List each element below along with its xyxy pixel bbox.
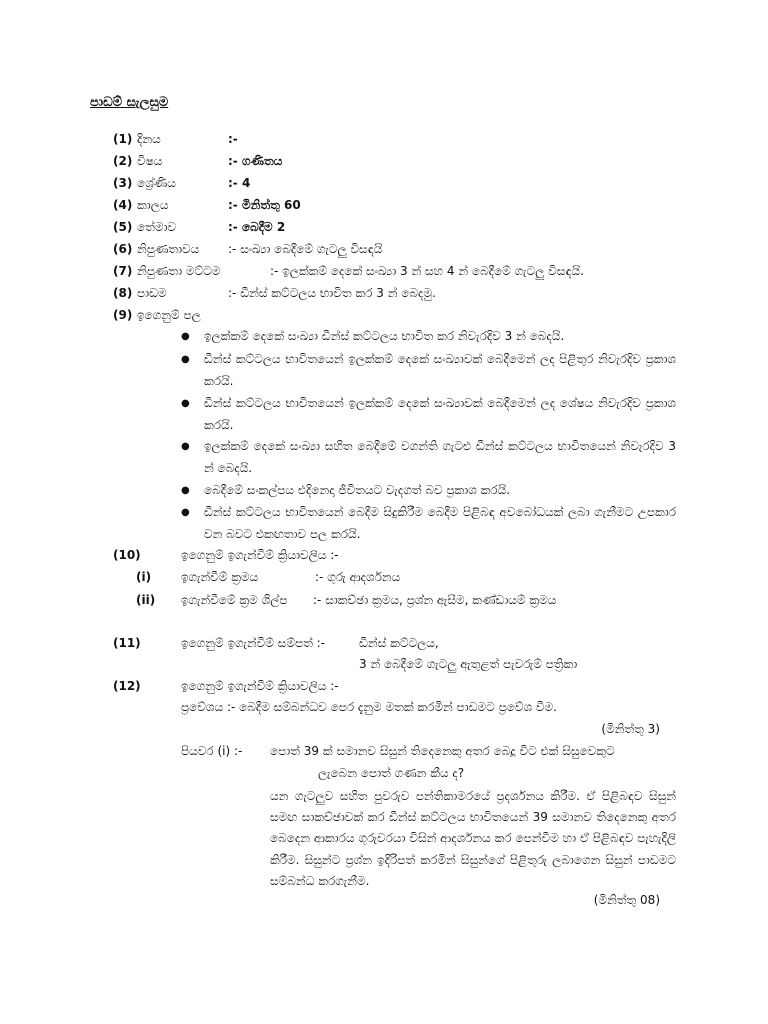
- section-heading: ඉගෙනුම් ඉගැන්වීම් ක්‍රියාවලිය :-: [181, 679, 339, 693]
- item-value: :- ඉලක්කම් දෙකේ සංඛ්‍යා 3 න් සහ 4 න් බෙදීමේ ගැටලු විසඳයි.: [270, 264, 584, 278]
- section-number: (10): [113, 548, 141, 562]
- time-note: (මිනිත්තු 08): [593, 893, 660, 907]
- item-label: කාලය: [137, 198, 169, 212]
- section-number: (11): [113, 636, 141, 650]
- sub-value: :- සාකච්ඡා ක්‍රමය, ප්‍රශ්න ඇසීම, කණ්ඩායම් ක්‍රමය: [313, 593, 557, 607]
- outcome-item: ඩීන්ස් කට්ටලය භාවිතයෙන් ඉලක්කම් දෙකේ සංඛ්‍යාවක් බෙදීමෙන් ලද පිළිතුර නිවැරදිව ප්‍රකාශ කරයි.: [204, 352, 676, 388]
- item-value: :-: [228, 132, 238, 146]
- item-label: දිනය: [137, 132, 161, 146]
- item-label: නිපුණතාවය: [137, 242, 200, 256]
- step-question: පොත් 39 ක් සමානව සිසුන් තිදෙනෙකු අතර බෙදූ විට එක් සිසුවෙකුට: [270, 744, 615, 758]
- page-title: පාඩම් සැලසුම: [90, 95, 169, 110]
- item-number: (8): [113, 286, 133, 300]
- item-label: විෂය: [137, 154, 163, 168]
- sub-label: ඉගැන්වීම් ක්‍රමය: [181, 570, 259, 584]
- item-value: :- ගණිතය: [228, 154, 283, 168]
- outcome-item: බෙදීමේ සංකල්පය එදිනෙදා ජීවිතයට වැදගත් බව ප්‍රකාශ කරයි.: [204, 483, 511, 497]
- bullet-icon: ●: [181, 441, 190, 452]
- item-number: (5): [113, 220, 133, 234]
- bullet-icon: ●: [181, 354, 190, 365]
- item-number: (4): [113, 198, 133, 212]
- step-label: පියවර (i) :-: [181, 744, 243, 758]
- step-description: යන ගැටලුව සහිත පුවරුව පන්තිකාමරයේ ප්‍රදර්ශනය කිරීම. ඒ පිළිබඳව සිසුන් සමඟ සාකච්ඡාවක් කර ඩීන්ස් කට්ටලය භාවිතයෙන් 39 සමානව තිදෙනෙකු අතර බෙදෙන ආකාරය ගුරුවරයා විසින් ආදර්ශනය කර පෙන්වීම හා ඒ පිළිබඳව පැහැදිලි කිරීම. සිසුන්ට ප්‍රශ්න ඉදිරිපත් කරමින් සිසුන්ගේ පිළිතුරු ලබාගෙන සිසුන් පාඩමට සම්බන්ධ කරගැනීම.: [270, 789, 676, 888]
- item-value: :- 4: [228, 176, 251, 190]
- bullet-icon: ●: [181, 485, 190, 496]
- section-heading: ඉගෙනුම් ඉගැන්වීම් ක්‍රියාවලිය :-: [181, 548, 339, 562]
- item-label: පාඩම: [137, 286, 167, 300]
- item-number: (6): [113, 242, 133, 256]
- item-value: :- ඩීන්ස් කට්ටලය භාවිත කර 3 න් බෙදමු.: [228, 286, 436, 300]
- item-number: (2): [113, 154, 133, 168]
- intro-text: ප්‍රවේශය :- බෙදීම සම්බන්ධව පෙර දැනුම මතක් කරමින් පාඩමට ප්‍රවේශ වීම.: [181, 700, 557, 714]
- item-label: ඉගෙනුම් පල: [137, 308, 201, 322]
- item-number: (7): [113, 264, 133, 278]
- outcome-item: ඉලක්කම් දෙකේ සංඛ්‍යා ඩීන්ස් කට්ටලය භාවිත කර නිවැරදිව 3 න් බෙදයි.: [204, 329, 565, 343]
- bullet-icon: ●: [181, 507, 190, 518]
- bullet-icon: ●: [181, 331, 190, 342]
- item-number: (1): [113, 132, 133, 146]
- sub-number: (ii): [136, 593, 156, 607]
- outcome-item: ඩීන්ස් කට්ටලය භාවිතයෙන් බෙදීම සිදුකිරීම බෙදීම පිළිබඳ අවබෝධයක් ලබා ගැනීමට උපකාර වන බවට එකඟතාව පල කරයි.: [204, 505, 676, 541]
- resource-item: ඩීන්ස් කට්ටලය,: [359, 636, 439, 650]
- item-value: :- සංඛ්‍යා බෙදීමේ ගැටලු විසඳයි: [228, 242, 383, 256]
- outcome-item: ඩීන්ස් කට්ටලය භාවිතයෙන් ඉලක්කම් දෙකේ සංඛ්‍යාවක් බෙදීමෙන් ලද ශේෂය නිවැරදිව ප්‍රකාශ කරයි.: [204, 396, 676, 432]
- item-label: තේමාව: [137, 220, 177, 234]
- sub-number: (i): [136, 570, 152, 584]
- item-label: ශ්‍රේණිය: [137, 176, 176, 190]
- outcome-item: ඉලක්කම් දෙකේ සංඛ්‍යා සහිත බෙදීමේ වගන්ති ගැටළු ඩීන්ස් කට්ටලය භාවිතයෙන් නිවැරදිව 3 න් බෙදයි.: [204, 439, 676, 475]
- bullet-icon: ●: [181, 398, 190, 409]
- item-number: (3): [113, 176, 133, 190]
- step-question: ලැබෙන පොත් ගණන කීය ද?: [318, 766, 465, 780]
- time-note: (මිනිත්තු 3): [601, 722, 660, 736]
- sub-label: ඉගැන්වීමේ ක්‍රම ශිල්ප: [181, 593, 288, 607]
- resource-item: 3 න් බෙදීමේ ගැටලු ඇතුළත් පැවරුම් පත්‍රිකා: [359, 657, 578, 671]
- item-label: නිපුණතා මට්ටම: [137, 264, 221, 278]
- section-number: (12): [113, 679, 141, 693]
- item-value: :- මිනිත්තු 60: [228, 198, 301, 212]
- item-value: :- බෙදීම 2: [228, 220, 286, 234]
- sub-value: :- ගුරු ආදර්ශනය: [315, 570, 401, 584]
- section-heading: ඉගෙනුම් ඉගැන්වීම් සම්පත් :-: [181, 636, 326, 650]
- item-number: (9): [113, 308, 133, 322]
